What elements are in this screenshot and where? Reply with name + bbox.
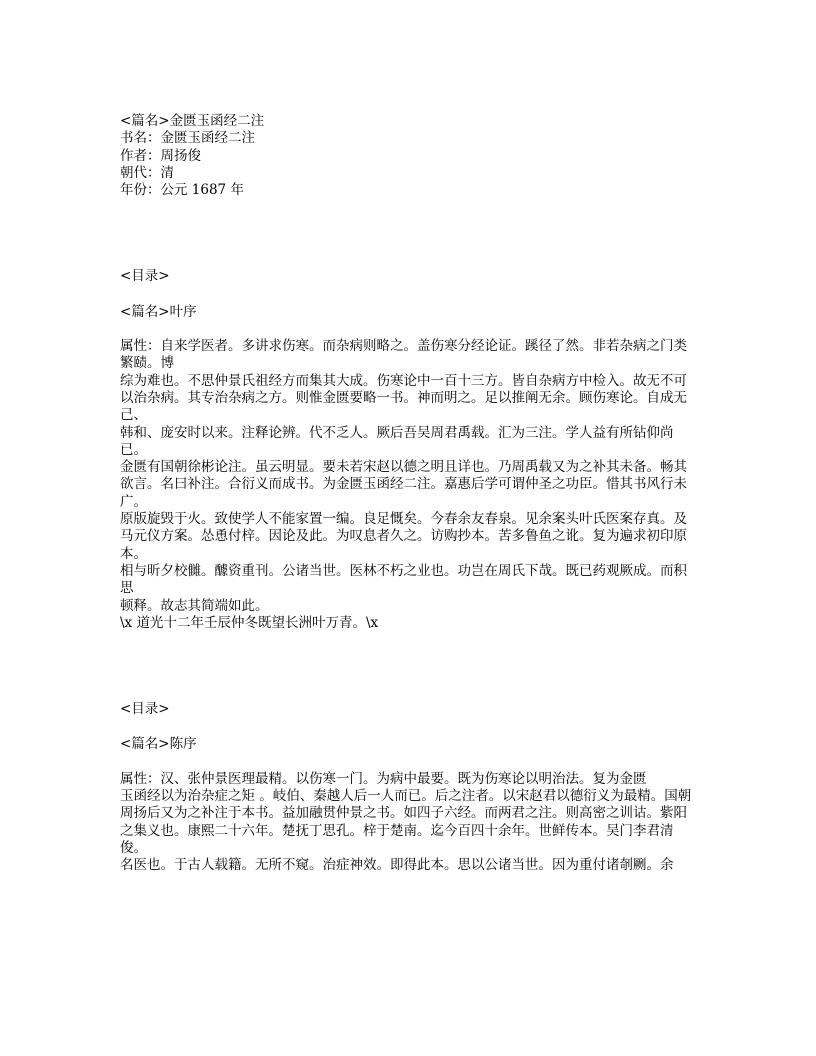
- paragraph-line: 之集义也。康熙二十六年。楚抚丁思孔。梓于楚南。迄今百四十余年。世鲜传本。吴门李君清俊。: [120, 822, 674, 856]
- section-title-ye-preface: <篇名>叶序: [120, 303, 197, 320]
- paragraph-line: 相与昕夕校雠。醵资重刊。公诸当世。医林不朽之业也。功岂在周氏下哉。既已药观厥成。而积思: [120, 562, 687, 597]
- year: 年份：公元 1687 年: [120, 182, 244, 199]
- toc-label-2: <目录>: [120, 701, 170, 718]
- paragraph-line: 玉函经以为治杂症之矩 。岐伯、秦越人后一人而已。后之注者。以宋赵君以德衍义为最精。国朝: [120, 788, 692, 805]
- signature-line: \x 道光十二年壬辰仲冬既望长洲叶万青。\x: [120, 614, 379, 631]
- paragraph-line: 原版旋毁于火。致使学人不能家置一编。良足慨矣。今春余友春泉。见余案头叶氏医案存真。及: [120, 511, 687, 528]
- paragraph-line: 顿释。故志其简端如此。: [120, 597, 269, 614]
- spacer: [120, 754, 700, 771]
- dynasty: 朝代：清: [120, 164, 174, 181]
- paragraph-line: 属性：汉、张仲景医理最精。以伤寒一门。为病中最要。既为伤寒论以明治法。复为金匮: [120, 770, 647, 787]
- paragraph-line: 属性：自来学医者。多讲求伤寒。而杂病则略之。盖伤寒分经论证。蹊径了然。非若杂病之门类繁赜。博: [120, 338, 687, 372]
- paragraph-line: 名医也。于古人载籍。无所不窥。治症神效。即得此本。思以公诸当世。因为重付诸剞劂。余: [120, 857, 674, 874]
- spacer: [120, 684, 700, 701]
- paragraph-line: 金匮有国朝徐彬论注。虽云明显。要未若宋赵以德之明且详也。乃周禹载又为之补其未备。畅其欲言。名曰补注。合衍义而成书。为金匮玉函经二注。嘉惠后学可谓仲圣之功臣。惜其书风行未广。: [120, 459, 687, 510]
- toc-label-1: <目录>: [120, 268, 170, 285]
- spacer: [120, 718, 700, 736]
- spacer: [120, 251, 700, 268]
- document-page: [120, 113, 700, 875]
- spacer: [120, 632, 700, 684]
- author: 作者：周扬俊: [120, 147, 201, 164]
- book-name: 书名：金匮玉函经二注: [120, 130, 255, 147]
- section-title-chen-preface: <篇名>陈序: [120, 736, 197, 753]
- paragraph-line: 以治杂病。其专治杂病之方。则惟金匮要略一书。神而明之。足以推阐无余。顾伤寒论。自成无己、: [120, 389, 687, 424]
- paragraph-line: 韩和、庞安时以来。注释论辨。代不乏人。厥后吾吴周君禹载。汇为三注。学人益有所钻仰尚已。: [120, 424, 674, 458]
- paragraph-line: 周扬后又为之补注于本书。益加融贯仲景之书。如四子六经。而两君之注。则高密之训诂。紫阳: [120, 805, 687, 822]
- title-line: <篇名>金匮玉函经二注: [120, 113, 265, 129]
- spacer: [120, 321, 700, 338]
- spacer: [120, 199, 700, 251]
- paragraph-line: 综为难也。不思仲景氏祖经方而集其大成。伤寒论中一百十三方。皆自杂病方中检入。故无不可: [120, 372, 687, 389]
- spacer: [120, 286, 700, 304]
- paragraph-line: 马元仪方案。怂恿付梓。因论及此。为叹息者久之。访购抄本。苦多鲁鱼之讹。复为遍求初印原本。: [120, 528, 687, 562]
